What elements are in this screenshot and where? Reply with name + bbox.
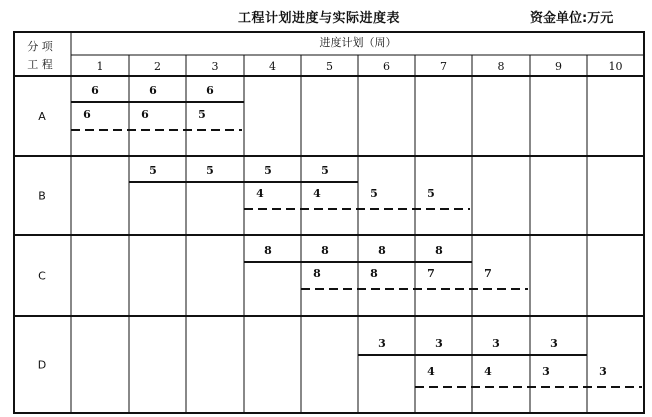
actual-value: 4: [313, 187, 321, 200]
planned-value: 6: [149, 84, 157, 97]
actual-value: 5: [427, 187, 435, 200]
week-header-row: [97, 60, 623, 73]
row-name-B: B: [38, 189, 46, 203]
actual-value: 6: [83, 108, 91, 121]
planned-value: 6: [91, 84, 99, 97]
planned-value: 8: [378, 244, 386, 257]
actual-value: 8: [313, 267, 321, 280]
week-label: 8: [497, 60, 505, 73]
row-name-C: C: [38, 269, 46, 283]
planned-value: 8: [321, 244, 329, 257]
planned-value: 5: [321, 164, 329, 177]
header-item-line2: 工 程: [27, 58, 53, 71]
week-label: 3: [211, 60, 219, 73]
week-label: 2: [154, 60, 161, 73]
planned-value: 3: [492, 337, 500, 350]
planned-value: 5: [264, 164, 272, 177]
planned-value: 3: [378, 337, 386, 350]
actual-value: 4: [256, 187, 264, 200]
planned-value: 5: [149, 164, 157, 177]
week-label: 5: [326, 60, 333, 73]
week-label: 1: [96, 60, 104, 73]
actual-value: 7: [484, 267, 492, 280]
week-label: 7: [440, 60, 447, 73]
week-label: 9: [555, 60, 562, 73]
grid-lines: [14, 32, 644, 413]
actual-value: 8: [370, 267, 378, 280]
actual-value: 5: [198, 108, 206, 121]
actual-value: 5: [370, 187, 378, 200]
planned-value: 3: [435, 337, 443, 350]
actual-value: 4: [484, 365, 492, 378]
planned-value: 6: [206, 84, 214, 97]
actual-value: 3: [542, 365, 550, 378]
table-title: 工程计划进度与实际进度表: [238, 11, 401, 26]
planned-value: 8: [264, 244, 272, 257]
table-frame: [14, 32, 644, 413]
week-label: 10: [608, 60, 623, 73]
actual-value: 3: [599, 365, 607, 378]
actual-value: 6: [141, 108, 149, 121]
planned-value: 8: [435, 244, 443, 257]
row-name-A: A: [38, 110, 46, 123]
header-item-line1: 分 项: [27, 40, 53, 53]
week-label: 4: [269, 60, 276, 73]
week-label: 6: [383, 60, 390, 73]
planned-value: 3: [550, 337, 558, 350]
row-name-D: D: [37, 358, 47, 372]
planned-value: 5: [206, 164, 214, 177]
actual-value: 4: [427, 365, 435, 378]
header-schedule-label: 进度计划（周）: [319, 36, 397, 49]
row-name-column: [38, 110, 46, 372]
unit-label: 资金单位:万元: [530, 11, 614, 26]
actual-value: 7: [427, 267, 435, 280]
